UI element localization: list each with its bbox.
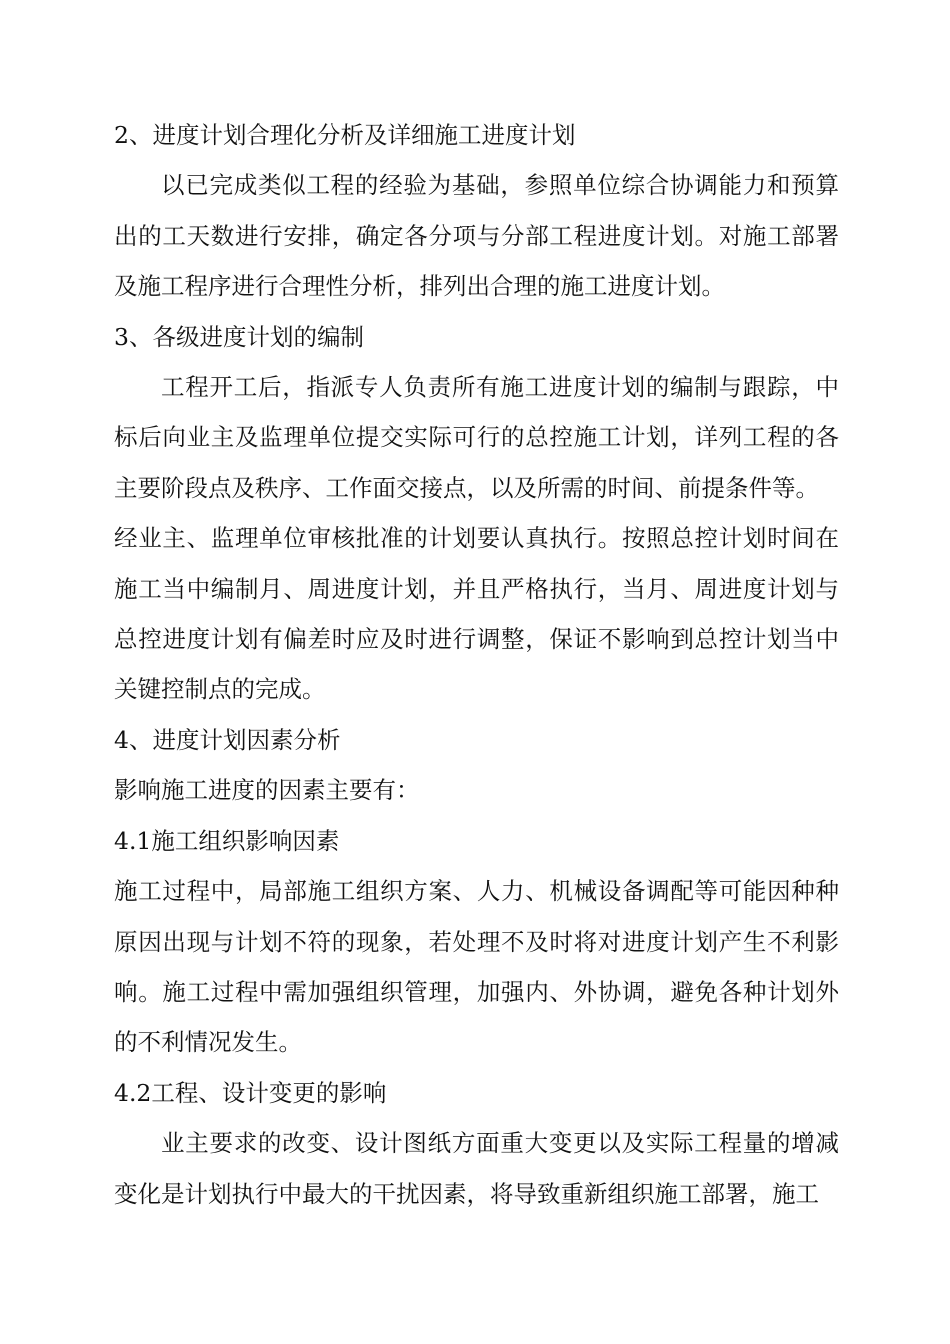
paragraph-schedule-basis: 以已完成类似工程的经验为基础，参照单位综合协调能力和预算出的工天数进行安排，确定各分项与分部工程进度计划。对施工部署及施工程序进行合理性分析，排列出合理的施工进度计划。 [114,171,839,301]
heading-section-4-1: 4.1施工组织影响因素 [114,826,340,855]
heading-section-4-2: 4.2工程、设计变更的影响 [114,1078,387,1107]
paragraph-design-changes: 业主要求的改变、设计图纸方面重大变更以及实际工程量的增减变化是计划执行中最大的干扰因素，将导致重新组织施工部署，施工 [114,1129,839,1208]
paragraph-plan-execution: 经业主、监理单位审核批准的计划要认真执行。按照总控计划时间在施工当中编制月、周进度计划，并且严格执行，当月、周进度计划与总控进度计划有偏差时应及时进行调整，保证不影响到总控计划当中关键控制点的完成。 [114,524,839,704]
document-body [114,110,839,1219]
heading-section-3: 3、各级进度计划的编制 [114,322,364,351]
paragraph-master-plan: 工程开工后，指派专人负责所有施工进度计划的编制与跟踪，中标后向业主及监理单位提交实际可行的总控施工计划，详列工程的各主要阶段点及秩序、工作面交接点，以及所需的时间、前提条件等。 [114,373,839,502]
heading-section-2: 2、进度计划合理化分析及详细施工进度计划 [114,121,576,149]
paragraph-organization-factors: 施工过程中，局部施工组织方案、人力、机械设备调配等可能因种种原因出现与计划不符的现象，若处理不及时将对进度计划产生不利影响。施工过程中需加强组织管理，加强内、外协调，避免各种计划外的不利情况发生。 [114,877,839,1057]
paragraph-factors-intro: 影响施工进度的因素主要有： [114,776,420,805]
heading-section-4: 4、进度计划因素分析 [114,725,341,754]
